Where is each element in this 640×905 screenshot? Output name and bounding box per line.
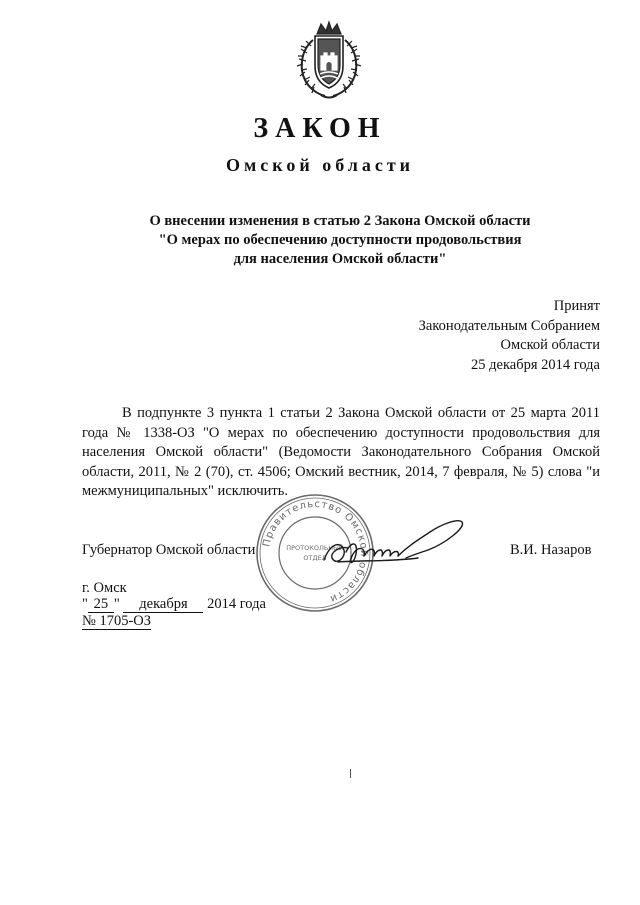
adoption-line: Законодательным Собранием: [418, 317, 600, 334]
adoption-block: [419, 297, 600, 375]
heading-line: для населения Омской области": [233, 251, 447, 267]
law-number: [82, 613, 151, 630]
law-number-value: № 1705-ОЗ: [82, 613, 152, 629]
scan-mark: [350, 769, 351, 778]
signatory-title: Губернатор Омской области: [82, 542, 256, 558]
adoption-date: 25 декабря 2014 года: [471, 356, 600, 373]
adoption-line: Омской области: [500, 337, 600, 353]
signatory-name: В.И. Назаров: [510, 542, 592, 558]
law-body-text: В подпункте 3 пункта 1 статьи 2 Закона Омской области от 25 марта 2011 года № 1338-ОЗ "О мерах по обеспечению доступности продовольствия для населения Омской области" (Ведомости Законодательного Собрания Омской области, 2011, № 2 (70), ст. 4506; Омский вестник, 2014, 7 февраля, № 5) слова "и межмуниципальных" исключить.: [82, 405, 600, 499]
adoption-line: Принят: [553, 298, 600, 314]
heading-line: О внесении изменения в статью 2 Закона Омской области: [149, 213, 531, 229]
date-month: декабря: [123, 596, 203, 613]
document-subtitle: Омской области: [225, 155, 415, 175]
coat-of-arms-icon: [293, 20, 365, 102]
law-heading: [80, 212, 600, 269]
date-year: 2014 года: [207, 596, 266, 612]
seal-center-text: ОТДЕЛ: [303, 554, 327, 562]
date-day: 25: [88, 596, 114, 613]
handwritten-signature-icon: [318, 510, 468, 580]
signing-date: [82, 596, 266, 613]
heading-line: "О мерах по обеспечению доступности продовольствия: [158, 232, 522, 248]
place-of-signing: г. Омск: [82, 580, 127, 596]
seal-center-text: ПРОТОКОЛЬНЫЙ: [286, 544, 344, 552]
date-close-quote: ": [113, 596, 120, 612]
document-title: ЗАКОН: [253, 113, 387, 144]
date-open-quote: ": [82, 596, 88, 612]
seal-ring-text: Правительство Омской области: [261, 498, 370, 605]
